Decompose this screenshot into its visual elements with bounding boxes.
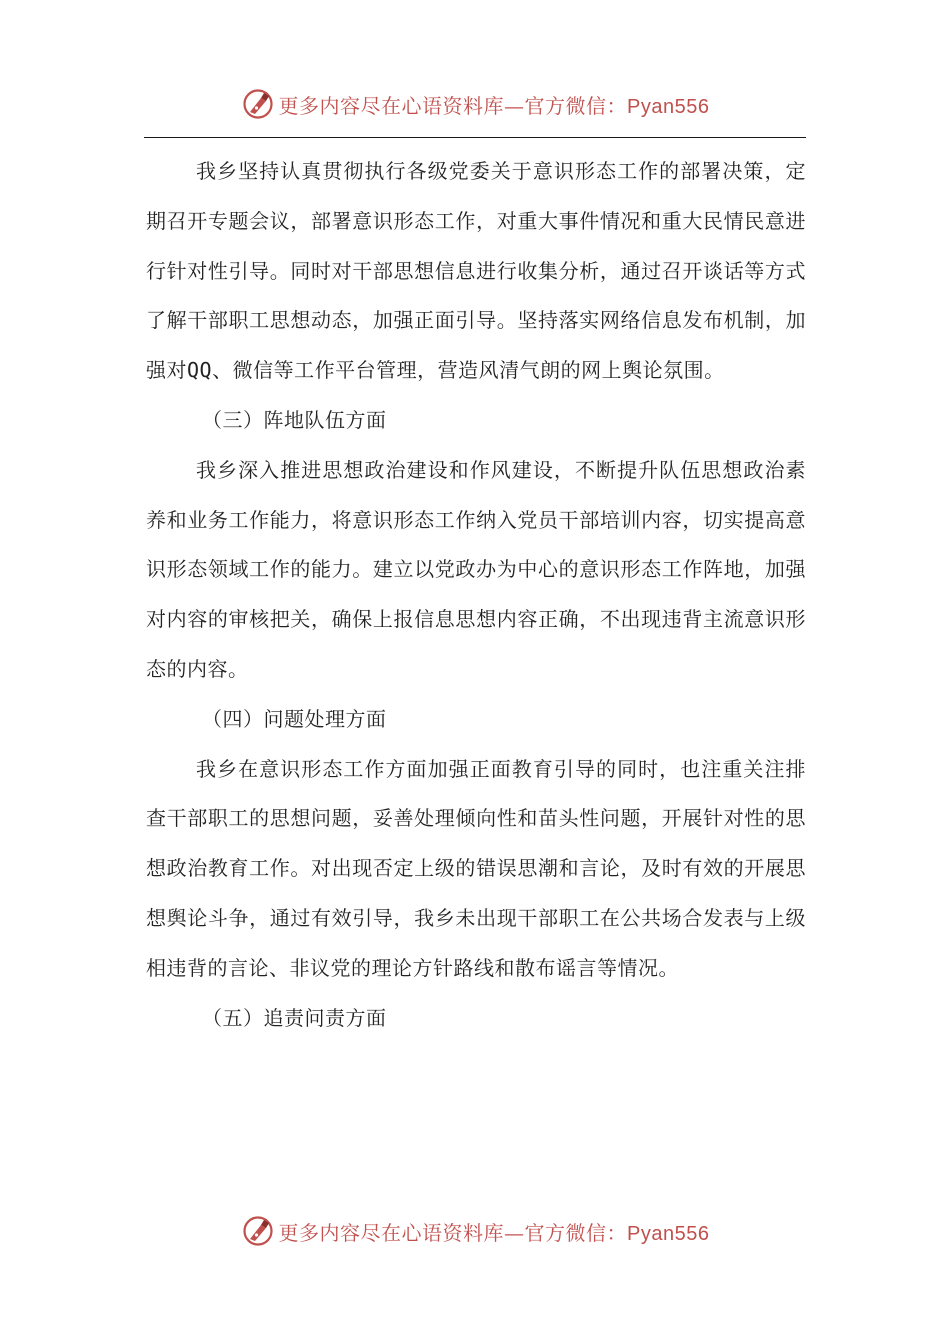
pen-nib-icon (241, 87, 275, 121)
footer-banner-text: 更多内容尽在心语资料库—官方微信：Pyan556 (278, 1220, 710, 1245)
section-heading-problem-handling: （四）问题处理方面 (202, 706, 387, 731)
header-banner (0, 84, 950, 124)
header-banner-text: 更多内容尽在心语资料库—官方微信：Pyan556 (278, 93, 710, 118)
paragraph-ideology-decisions: 我乡坚持认真贯彻执行各级党委关于意识形态工作的部署决策，定期召开专题会议，部署意识形态工作，对重大事件情况和重大民情民意进行针对性引导。同时对干部思想信息进行收集分析，通过召开谈话等方式了解干部职工思想动态，加强正面引导。坚持落实网络信息发布机制，加强对QQ、微信等工作平台管理，营造风清气朗的网上舆论氛围。 (146, 159, 806, 383)
pen-nib-icon (241, 1214, 275, 1248)
section-heading-position-team: （三）阵地队伍方面 (202, 407, 387, 432)
paragraph-problem-handling: 我乡在意识形态工作方面加强正面教育引导的同时，也注重关注排查干部职工的思想问题，妥善处理倾向性和苗头性问题，开展针对性的思想政治教育工作。对出现否定上级的错误思潮和言论，及时有效的开展思想舆论斗争，通过有效引导，我乡未出现干部职工在公共场合发表与上级相违背的言论、非议党的理论方针路线和散布谣言等情况。 (146, 756, 806, 980)
paragraph-position-team: 我乡深入推进思想政治建设和作风建设，不断提升队伍思想政治素养和业务工作能力，将意识形态工作纳入党员干部培训内容，切实提高意识形态领域工作的能力。建立以党政办为中心的意识形态工作阵地，加强对内容的审核把关，确保上报信息思想内容正确，不出现违背主流意识形态的内容。 (146, 457, 806, 681)
section-heading-accountability: （五）追责问责方面 (202, 1005, 387, 1030)
header-divider (144, 137, 806, 138)
document-body (146, 147, 806, 1043)
footer-banner (0, 1211, 950, 1251)
